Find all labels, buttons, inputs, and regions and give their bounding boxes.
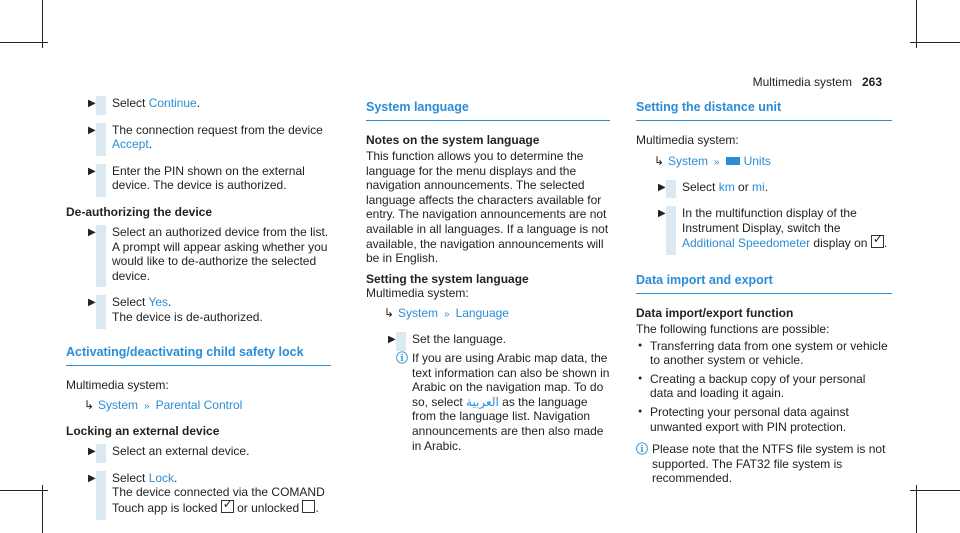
step: ▶ Select an external device.: [66, 444, 331, 459]
chevron-icon: »: [444, 309, 450, 321]
header-title: Multimedia system: [752, 75, 852, 89]
section-system-language: System language: [366, 100, 610, 121]
return-arrow-icon: ↳: [384, 306, 395, 321]
menu-label: Multimedia system:: [366, 285, 469, 300]
function-list: [636, 339, 892, 435]
arrow-icon: ▶: [88, 124, 96, 136]
checkbox-checked-icon: [221, 500, 234, 513]
arrow-icon: ▶: [88, 446, 96, 458]
list-item: ● Protecting your personal data against unwanted export with PIN protection.: [636, 405, 892, 434]
crop-mark: [42, 485, 43, 533]
arrow-icon: ▶: [88, 98, 96, 109]
option-lock[interactable]: Lock: [148, 470, 175, 485]
column-3: [636, 96, 892, 492]
arrow-icon: ▶: [388, 334, 396, 346]
info-icon: ⓘ: [396, 350, 409, 365]
step: ▶ Select km or mi.: [636, 180, 892, 195]
list-item: ● Creating a backup copy of your personal data and loading it again.: [636, 372, 892, 401]
step: ▶ Set the language.: [366, 332, 610, 347]
info-icon: ⓘ: [636, 442, 649, 457]
page-header: [753, 75, 882, 89]
crop-mark: [0, 490, 48, 491]
info-note: ⓘ Please note that the NTFS file system is not supported. The FAT32 file system is recommended.: [636, 442, 886, 486]
step: ▶ Select Lock. The device connected via the COMAND Touch app is locked ✓ or unlocked .: [66, 471, 331, 516]
crop-mark: [910, 490, 960, 491]
option-arabic[interactable]: العربية: [466, 394, 499, 409]
chevron-icon: »: [714, 156, 720, 168]
intro-text: The following functions are possible:: [636, 321, 830, 336]
step: ▶ Select Continue.: [66, 96, 331, 111]
crop-mark: [916, 0, 917, 48]
crop-mark: [0, 42, 48, 43]
arrow-icon: ▶: [88, 297, 96, 309]
subheading-lock: Locking an external device: [66, 424, 220, 439]
menu-path: [654, 154, 892, 170]
subheading-setting: Setting the system language: [366, 271, 529, 286]
step: ▶ Select an authorized device from the list. A prompt will appear asking whether you would like to de-authorize the selected device.: [66, 225, 331, 283]
checkbox-empty-icon: [302, 500, 315, 513]
arrow-icon: ▶: [88, 165, 96, 177]
crop-mark: [910, 42, 960, 43]
step: ▶ In the multifunction display of the Instrument Display, switch the Additional Speedometer display on ✓ .: [636, 206, 892, 251]
arrow-icon: ▶: [658, 208, 666, 220]
arrow-icon: ▶: [88, 226, 96, 238]
step: ▶ Select Yes. The device is de-authorized.: [66, 295, 331, 324]
notes-text: This function allows you to determine the language for the menu displays and the navigation announcements. The selected language affects the characters available for entry. The navigation announcements are not available in all languages. If a language is not available, the navigation announcements will be in English.: [366, 149, 609, 266]
checkbox-checked-icon: [871, 235, 884, 248]
subheading-function: Data import/export function: [636, 305, 794, 320]
path-language[interactable]: Language: [455, 306, 509, 321]
subheading-notes: Notes on the system language: [366, 133, 540, 147]
section-child-lock: Activating/deactivating child safety lock: [66, 345, 331, 366]
option-additional-speedometer[interactable]: Additional Speedometer: [682, 236, 811, 251]
list-item: ● Transferring data from one system or vehicle to another system or vehicle.: [636, 339, 892, 368]
info-note: ⓘ If you are using Arabic map data, the text information can also be shown in Arabic on the navigation map. To do so, select العربية as the language from the language list. Navigation announcements are then also made in Arabic.: [396, 350, 610, 453]
units-icon: [726, 157, 740, 165]
option-accept[interactable]: Accept: [112, 137, 149, 152]
crop-mark: [916, 485, 917, 533]
arrow-icon: ▶: [88, 472, 96, 484]
menu-path: [384, 306, 610, 322]
path-system[interactable]: System: [668, 153, 709, 168]
page-number: 263: [861, 75, 882, 89]
option-continue[interactable]: Continue: [148, 96, 197, 110]
path-system[interactable]: System: [98, 398, 139, 413]
option-mi[interactable]: mi: [752, 179, 765, 194]
section-data-import: Data import and export: [636, 273, 892, 294]
subheading-deauthorize: De-authorizing the device: [66, 204, 213, 219]
return-arrow-icon: ↳: [654, 153, 665, 168]
option-yes[interactable]: Yes: [148, 295, 169, 310]
column-1: [66, 96, 331, 528]
section-distance-unit: Setting the distance unit: [636, 100, 892, 121]
step: ▶ Enter the PIN shown on the external device. The device is authorized.: [66, 164, 331, 193]
crop-mark: [42, 0, 43, 48]
step: ▶ The connection request from the device Accept.: [66, 123, 331, 152]
menu-label: Multimedia system:: [66, 377, 169, 392]
arrow-icon: ▶: [658, 181, 666, 193]
path-system[interactable]: System: [398, 306, 439, 321]
return-arrow-icon: ↳: [84, 398, 95, 413]
column-2: [366, 96, 610, 459]
path-units[interactable]: Units: [743, 153, 771, 168]
menu-path: [84, 398, 331, 414]
menu-label: Multimedia system:: [636, 133, 739, 147]
chevron-icon: »: [144, 401, 150, 413]
path-parental-control[interactable]: Parental Control: [155, 398, 243, 413]
option-km[interactable]: km: [718, 179, 735, 194]
